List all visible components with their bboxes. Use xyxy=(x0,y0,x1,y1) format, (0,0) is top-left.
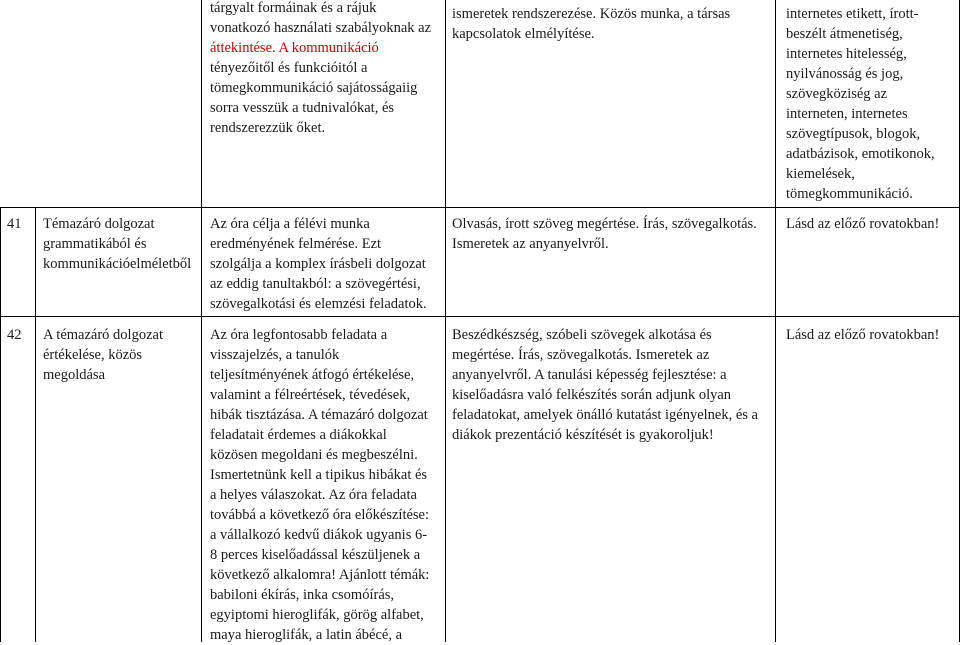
aim-line: továbbá a következő óra előkészítése: xyxy=(210,507,430,523)
aim-line: áttekintése. A kommunikáció xyxy=(210,40,379,56)
row-42-aim-cell xyxy=(210,325,429,645)
aim-line: tényezőitől és funkcióitól a xyxy=(210,60,368,76)
aim-line: az eddig tanultakból: a szövegértési, xyxy=(210,276,421,292)
lesson-number: 41 xyxy=(7,216,22,232)
aim-line: sorra vesszük a tudnivalókat, és xyxy=(210,100,395,116)
aim-line: feladatait érdemes a diákokkal xyxy=(210,427,387,443)
lesson-number: 42 xyxy=(7,327,22,343)
row-42-topic-cell xyxy=(43,325,163,385)
row-41-concepts-cell xyxy=(786,214,939,234)
aim-line: 8 perces kiselőadással készüljenek a xyxy=(210,547,421,563)
column-divider xyxy=(445,0,446,642)
skills-line: anyanyelvről. A tanulási képesség fejlesztése: a xyxy=(452,367,727,383)
aim-line: Az óra célja a félévi munka xyxy=(210,216,370,232)
concepts-line: internetes etikett, írott- xyxy=(786,6,919,22)
aim-line: a helyes válaszokat. Az óra feladata xyxy=(210,487,417,503)
column-divider xyxy=(35,207,36,642)
concepts-line: Lásd az előző rovatokban! xyxy=(786,216,940,232)
aim-line: Az óra legfontosabb feladata a xyxy=(210,327,388,343)
aim-line: következő alkalomra! Ajánlott témák: xyxy=(210,567,430,583)
concepts-line: internetes hitelesség, xyxy=(786,46,907,62)
concepts-line: szövegköziség az xyxy=(786,86,888,102)
aim-line: a vállalkozó kedvű diákok ugyanis 6- xyxy=(210,527,428,543)
skills-line: kapcsolatok elmélyítése. xyxy=(452,26,595,42)
aim-line: vonatkozó használati szabályoknak az xyxy=(210,20,432,36)
concepts-line: nyilvánosság és jog, xyxy=(786,66,904,82)
column-divider xyxy=(201,0,202,642)
aim-line: hibák tisztázása. A témazáró dolgozat xyxy=(210,407,428,423)
row-42-concepts-cell xyxy=(786,325,939,345)
row-0-skills-cell xyxy=(452,4,730,44)
skills-line: diákok prezentáció készítését is gyakoroljuk! xyxy=(452,427,714,443)
row-41-topic-cell xyxy=(43,214,191,274)
aim-line: Ismertetnünk kell a tipikus hibákat és xyxy=(210,467,428,483)
topic-line: grammatikából és xyxy=(43,236,147,252)
aim-line: babiloni ékírás, inka csomóírás, xyxy=(210,587,395,603)
skills-line: Beszédkészség, szóbeli szövegek alkotása és xyxy=(452,327,712,343)
aim-line: szolgálja a komplex írásbeli dolgozat xyxy=(210,256,426,272)
aim-line: tömegkommunikáció sajátosságaiig xyxy=(210,80,418,96)
concepts-line: adatbázisok, emotikonok, xyxy=(786,146,935,162)
column-divider xyxy=(0,207,1,642)
aim-line: rendszerezzük őket. xyxy=(210,120,326,136)
aim-line: tárgyalt formáinak és a rájuk xyxy=(210,0,377,16)
concepts-line: szövegtípusok, blogok, xyxy=(786,126,921,142)
topic-line: értékelése, közös xyxy=(43,347,143,363)
aim-line: szövegalkotási és elemzési feladatok. xyxy=(210,296,427,312)
concepts-line: Lásd az előző rovatokban! xyxy=(786,327,940,343)
row-41-aim-cell xyxy=(210,214,427,314)
skills-line: ismeretek rendszerezése. Közös munka, a társas xyxy=(452,6,731,22)
row-41-number xyxy=(7,214,22,234)
aim-line: közösen megoldani és megbeszélni. xyxy=(210,447,418,463)
skills-line: Olvasás, írott szöveg megértése. Írás, szövegalkotás. xyxy=(452,216,757,232)
skills-line: megértése. Írás, szövegalkotás. Ismeretek az xyxy=(452,347,710,363)
topic-line: kommunikációelméletből xyxy=(43,256,192,272)
topic-line: A témazáró dolgozat xyxy=(43,327,163,343)
concepts-line: beszélt átmenetiség, xyxy=(786,26,903,42)
concepts-line: interneten, internetes xyxy=(786,106,908,122)
skills-line: Ismeretek az anyanyelvről. xyxy=(452,236,609,252)
row-42-number xyxy=(7,325,22,345)
aim-line: egyiptomi hieroglifák, görög alfabet, xyxy=(210,607,424,623)
row-0-aim-cell xyxy=(210,0,431,138)
row-42-skills-cell xyxy=(452,325,758,445)
aim-line: valamint a félreértések, tévedések, xyxy=(210,387,411,403)
row-divider xyxy=(0,207,960,208)
concepts-line: tömegkommunikáció. xyxy=(786,186,913,202)
row-0-concepts-cell xyxy=(786,4,935,204)
topic-line: Témazáró dolgozat xyxy=(43,216,155,232)
column-divider xyxy=(775,0,776,642)
aim-line: visszajelzés, a tanulók xyxy=(210,347,340,363)
aim-line: eredményének felmérése. Ezt xyxy=(210,236,382,252)
topic-line: megoldása xyxy=(43,367,106,383)
row-divider xyxy=(0,316,960,317)
aim-line: teljesítményének átfogó értékelése, xyxy=(210,367,415,383)
concepts-line: kiemelések, xyxy=(786,166,855,182)
skills-line: feladatokat, amelyek önálló kutatást igényelnek, és a xyxy=(452,407,758,423)
aim-line: maya hieroglifák, a latin ábécé, a xyxy=(210,627,403,643)
skills-line: kiselőadásra való felkészítés során adjunk olyan xyxy=(452,387,732,403)
row-41-skills-cell xyxy=(452,214,757,254)
